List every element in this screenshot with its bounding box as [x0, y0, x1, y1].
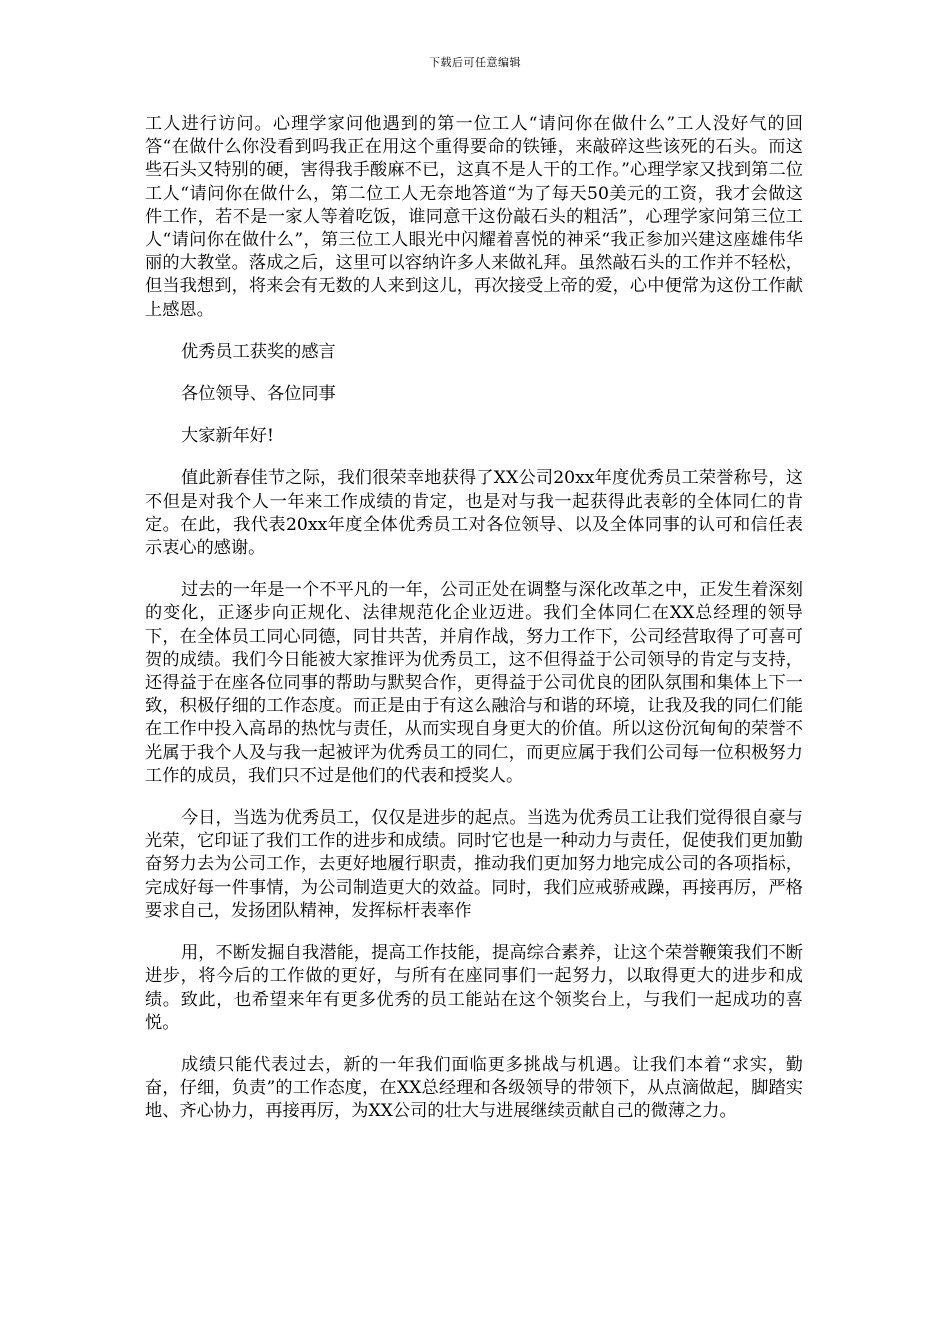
paragraph-closing: 成绩只能代表过去，新的一年我们面临更多挑战与机遇。让我们本着“求实，勤奋，仔细，负责”的工作态度，在XX总经理和各级领导的带领下，从点滴做起，脚踏实地、齐心协力，再接再厉，为XX公司的壮大与进展继续贡献自己的微薄之力。	[145, 1054, 803, 1122]
paragraph-potential: 用，不断发掘自我潜能，提高工作技能，提高综合素养，让这个荣誉鞭策我们不断进步，将今后的工作做的更好，与所有在座同事们一起努力，以取得更大的进步和成绩。致此，也希望来年有更多优秀的员工能站在这个领奖台上，与我们一起成功的喜悦。	[145, 943, 803, 1033]
paragraph-starting-point: 今日，当选为优秀员工，仅仅是进步的起点。当选为优秀员工让我们觉得很自豪与光荣，它印证了我们工作的进步和成绩。同时它也是一种动力与责任，促使我们更加勤奋努力去为公司工作，去更好地履行职责，推动我们更加努力地完成公司的各项指标，完成好每一件事情，为公司制造更大的效益。同时，我们应戒骄戒躁，再接再厉，严格要求自己，发扬团队精神，发挥标杆表率作	[145, 808, 803, 921]
salutation: 各位领导、各位同事	[181, 384, 336, 405]
speech-title: 优秀员工获奖的感言	[181, 341, 336, 362]
page-header: 下载后可任意编辑	[429, 56, 521, 69]
document-body	[145, 113, 803, 1124]
paragraph-story-continuation: 工人进行访问。心理学家问他遇到的第一位工人“请问你在做什么”工人没好气的回答“在做什么你没看到吗我正在用这个重得要命的铁锤，来敲碎这些该死的石头。而这些石头又特别的硬，害得我手酸麻不已，这真不是人干的工作。”心理学家又找到第二位工人“请问你在做什么，第二位工人无奈地答道“为了每天50美元的工资，我才会做这件工作，若不是一家人等着吃饭，谁同意干这份敲石头的粗活”，心理学家问第三位工人“请问你在做什么”，第三位工人眼光中闪耀着喜悦的神采“我正参加兴建这座雄伟华丽的大教堂。落成之后，这里可以容纳许多人来做礼拜。虽然敲石头的工作并不轻松，但当我想到，将来会有无数的人来到这儿，再次接受上帝的爱，心中便常为这份工作献上感恩。	[145, 114, 803, 320]
paragraph-past-year: 过去的一年是一个不平凡的一年，公司正处在调整与深化改革之中，正发生着深刻的变化，正逐步向正规化、法律规范化企业迈进。我们全体同仁在XX总经理的领导下，在全体员工同心同德，同甘共苦，并肩作战，努力工作下，公司经营取得了可喜可贺的成绩。我们今日能被大家推评为优秀员工，这不但得益于公司领导的肯定与支持，还得益于在座各位同事的帮助与默契合作，更得益于公司优良的团队氛围和集体上下一致，积极仔细的工作态度。而正是由于有这么融洽与和谐的环境，让我及我的同仁们能在工作中投入高昂的热忱与责任，从而实现自身更大的价值。所以这份沉甸甸的荣誉不光属于我个人及与我一起被评为优秀员工的同仁，而更应属于我们公司每一位积极努力工作的成员，我们只不过是他们的代表和授奖人。	[145, 580, 803, 786]
greeting: 大家新年好!	[181, 426, 274, 447]
paragraph-honor: 值此新春佳节之际，我们很荣幸地获得了XX公司20xx年度优秀员工荣誉称号，这不但是对我个人一年来工作成绩的肯定，也是对与我一起获得此表彰的全体同仁的肯定。在此，我代表20xx年度全体优秀员工对各位领导、以及全体同事的认可和信任表示衷心的感谢。	[145, 468, 803, 559]
